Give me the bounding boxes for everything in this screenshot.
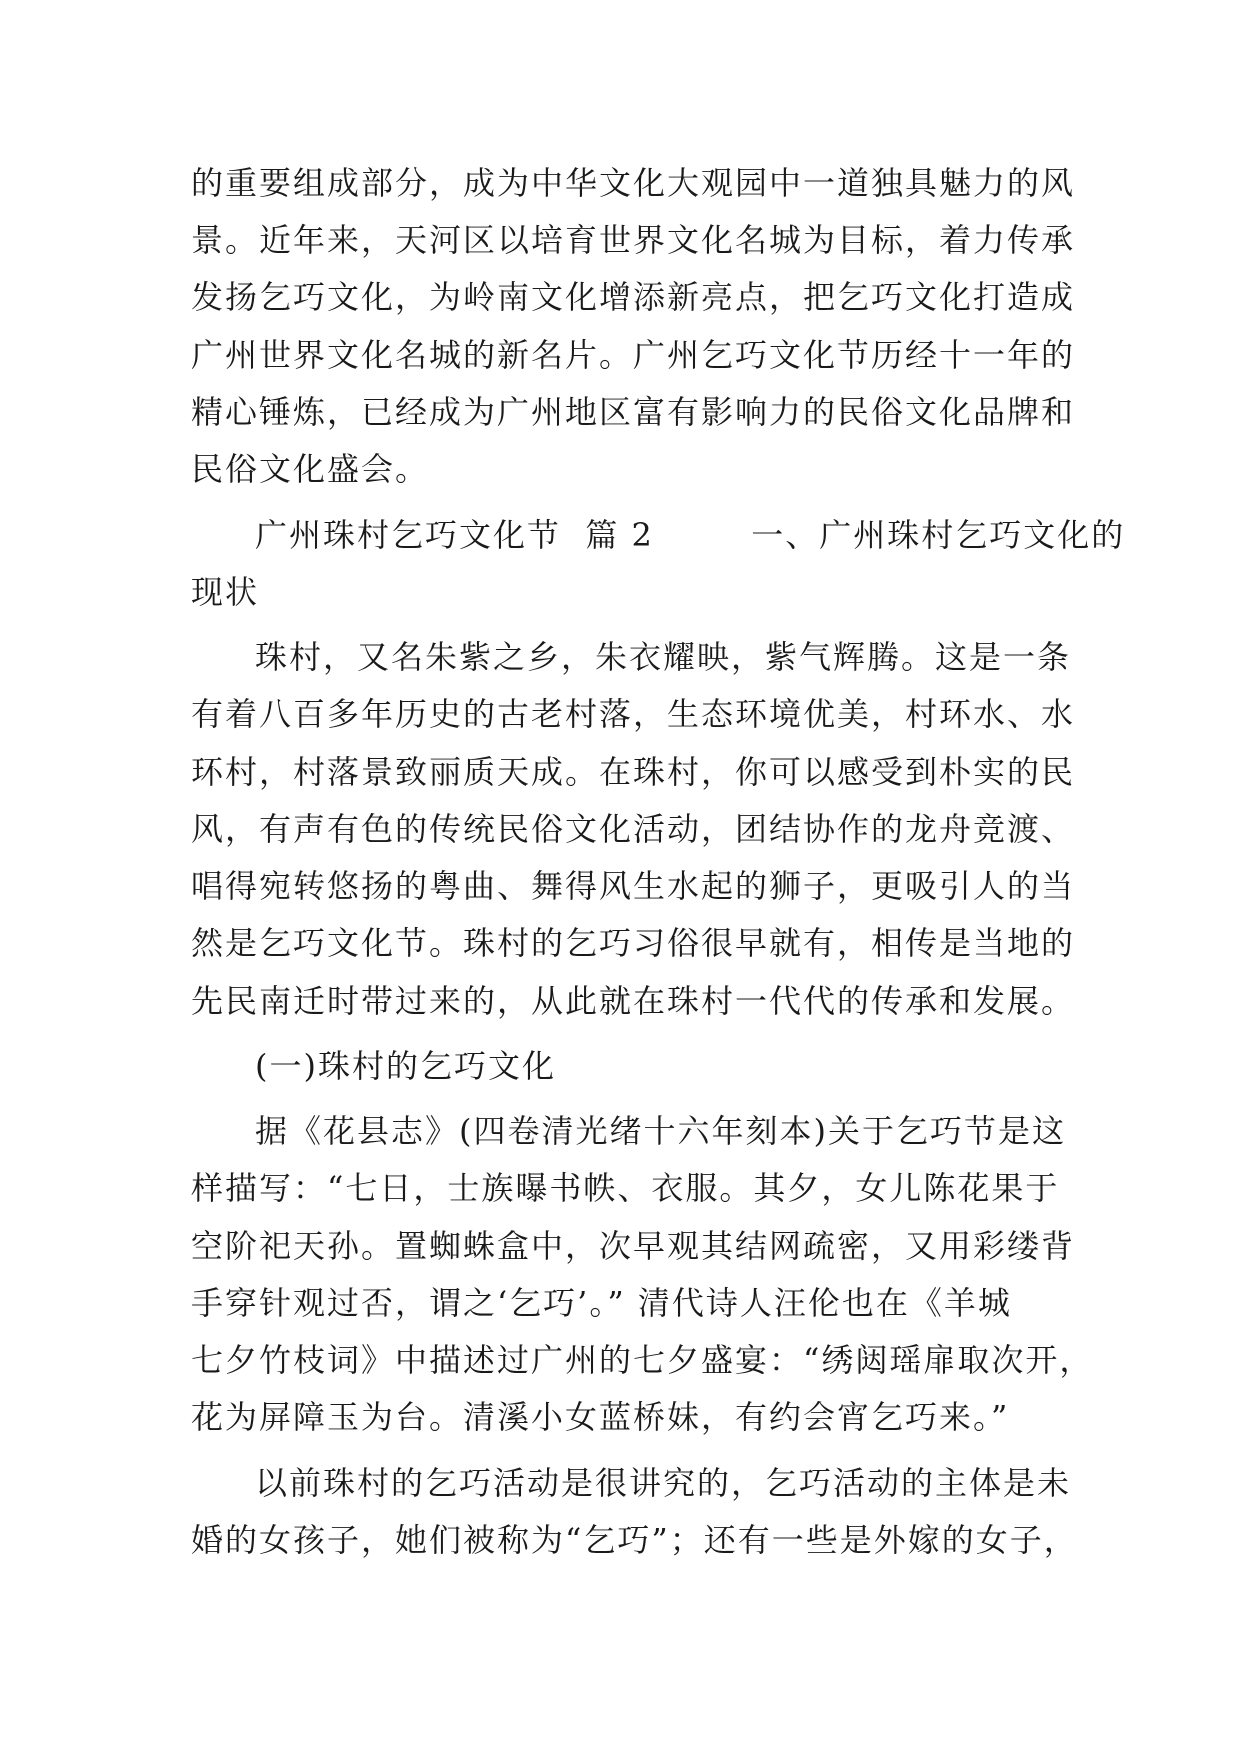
text-line: 广州世界文化名城的新名片。广州乞巧文化节历经十一年的: [191, 336, 1076, 374]
text-line: 婚的女孩子，她们被称为“乞巧”；还有一些是外嫁的女子，: [191, 1521, 1078, 1559]
subsection-heading: (一)珠村的乞巧文化: [255, 1047, 556, 1085]
text-line: 景。近年来，天河区以培育世界文化名城为目标，着力传承: [191, 221, 1076, 259]
section-heading-continuation: 现状: [191, 573, 260, 611]
text-line: 有着八百多年历史的古老村落，生态环境优美，村环水、水: [191, 695, 1076, 733]
text-line: 环村，村落景致丽质天成。在珠村，你可以感受到朴实的民: [191, 753, 1076, 791]
text-line: 的重要组成部分，成为中华文化大观园中一道独具魅力的风: [191, 164, 1076, 202]
paragraph-start: 据《花县志》(四卷清光绪十六年刻本)关于乞巧节是这: [255, 1112, 1066, 1150]
text-line: 唱得宛转悠扬的粤曲、舞得风生水起的狮子，更吸引人的当: [191, 867, 1076, 905]
text-line: 然是乞巧文化节。珠村的乞巧习俗很早就有，相传是当地的: [191, 924, 1076, 962]
text-line: 空阶祀天孙。置蜘蛛盒中，次早观其结网疏密，又用彩缕背: [191, 1227, 1076, 1265]
section-heading: 广州珠村乞巧文化节 篇 2 一、广州珠村乞巧文化的: [255, 516, 1126, 554]
text-line: 精心锤炼，已经成为广州地区富有影响力的民俗文化品牌和: [191, 393, 1076, 431]
paragraph-start: 以前珠村的乞巧活动是很讲究的，乞巧活动的主体是未: [255, 1464, 1072, 1502]
text-line: 发扬乞巧文化，为岭南文化增添新亮点，把乞巧文化打造成: [191, 278, 1076, 316]
text-line: 样描写：“七日，士族曝书帙、衣服。其夕，女儿陈花果于: [191, 1169, 1060, 1207]
text-line: 先民南迁时带过来的，从此就在珠村一代代的传承和发展。: [191, 982, 1076, 1020]
text-line: 花为屏障玉为台。清溪小女蓝桥妹，有约会宵乞巧来。”: [191, 1398, 1010, 1436]
text-line: 七夕竹枝词》中描述过广州的七夕盛宴：“绣闼瑶扉取次开，: [191, 1341, 1094, 1379]
text-line: 风，有声有色的传统民俗文化活动，团结协作的龙舟竞渡、: [191, 810, 1076, 848]
text-line: 民俗文化盛会。: [191, 450, 430, 488]
text-line: 手穿针观过否，谓之‘乞巧’。” 清代诗人汪伦也在《羊城: [191, 1284, 1012, 1322]
paragraph-start: 珠村，又名朱紫之乡，朱衣耀映，紫气辉腾。这是一条: [255, 638, 1072, 676]
